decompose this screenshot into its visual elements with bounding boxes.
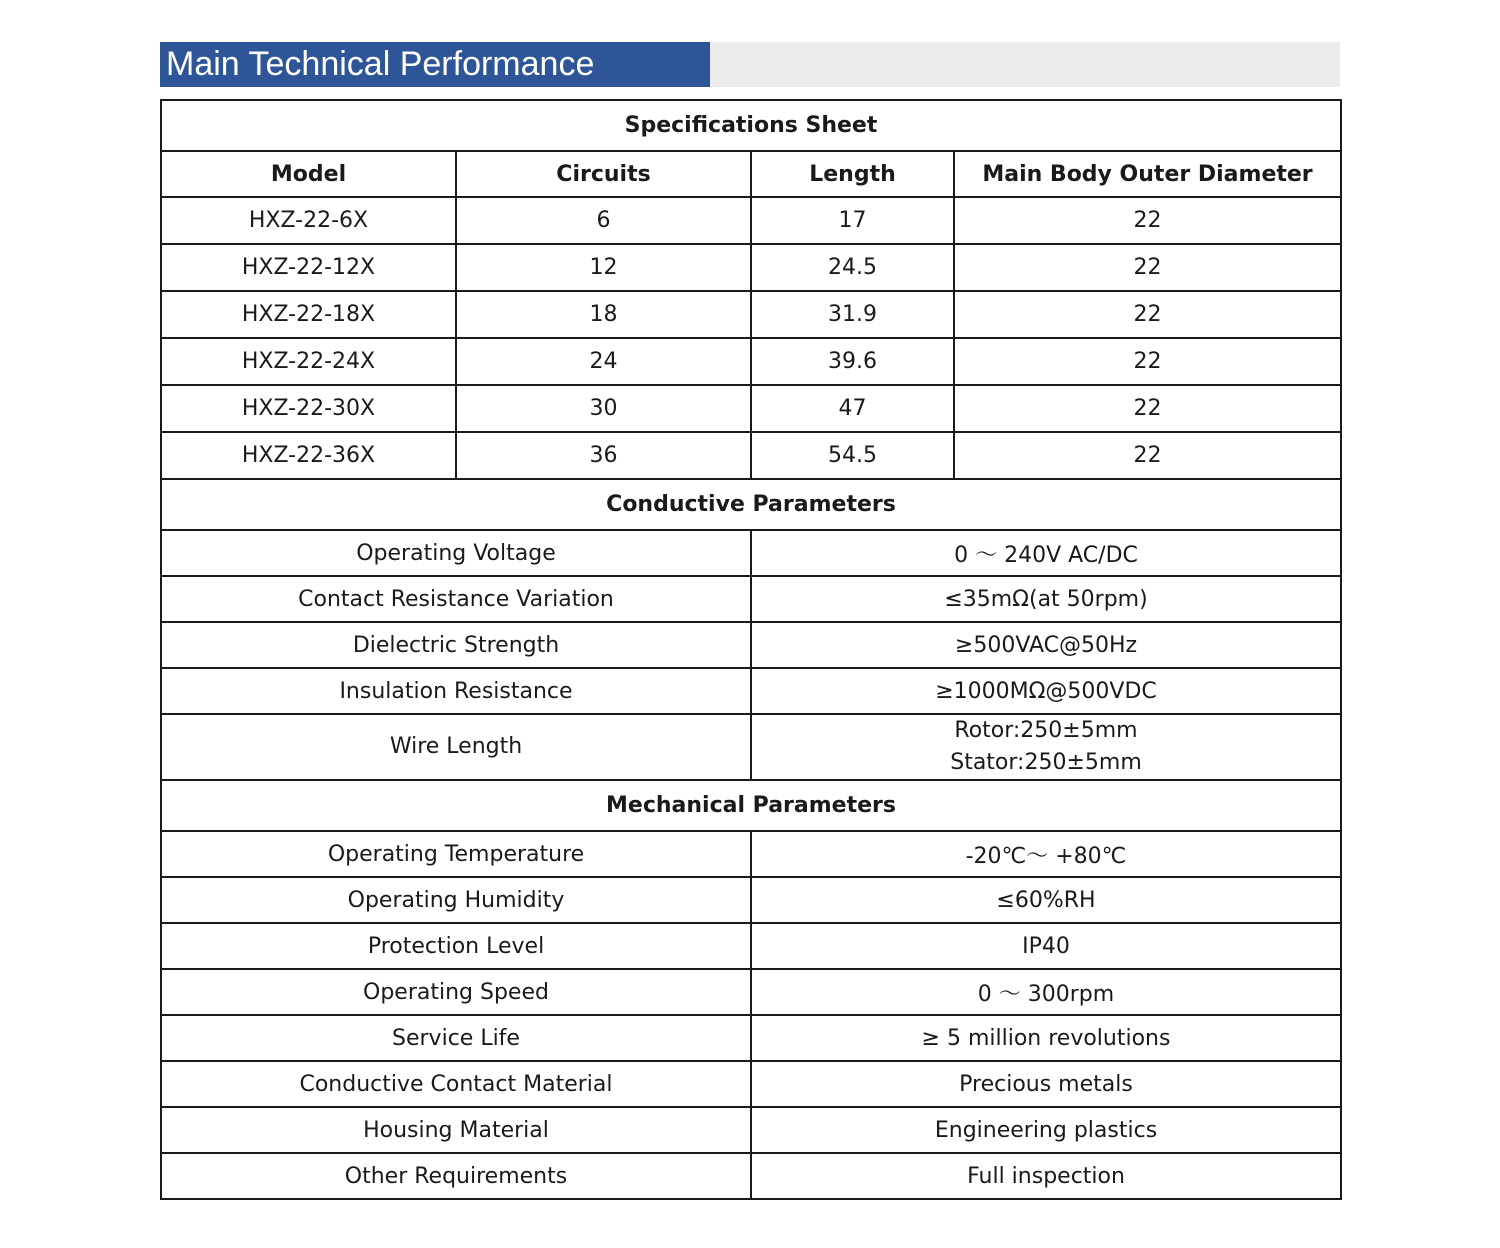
length-cell: 39.6 bbox=[751, 338, 954, 385]
param-value: ≥ 5 million revolutions bbox=[751, 1015, 1341, 1061]
length-cell: 24.5 bbox=[751, 244, 954, 291]
param-label: Service Life bbox=[161, 1015, 751, 1061]
column-header: Main Body Outer Diameter bbox=[954, 151, 1341, 197]
param-label: Operating Temperature bbox=[161, 831, 751, 877]
table-row bbox=[161, 197, 1341, 244]
param-row bbox=[161, 923, 1341, 969]
param-value: IP40 bbox=[751, 923, 1341, 969]
conductive-section-title: Conductive Parameters bbox=[161, 479, 1341, 530]
param-value: -20℃～ +80℃ bbox=[751, 831, 1341, 877]
param-row bbox=[161, 969, 1341, 1015]
circuits-cell: 6 bbox=[456, 197, 751, 244]
conductive-title-row bbox=[161, 479, 1341, 530]
section-banner bbox=[160, 42, 1340, 87]
param-row bbox=[161, 1061, 1341, 1107]
param-row bbox=[161, 877, 1341, 923]
param-label: Operating Voltage bbox=[161, 530, 751, 576]
length-cell: 54.5 bbox=[751, 432, 954, 479]
diameter-cell: 22 bbox=[954, 385, 1341, 432]
param-value: ≥500VAC@50Hz bbox=[751, 622, 1341, 668]
specifications-table bbox=[160, 99, 1342, 1200]
param-value: Engineering plastics bbox=[751, 1107, 1341, 1153]
mechanical-title-row bbox=[161, 780, 1341, 831]
param-label: Operating Humidity bbox=[161, 877, 751, 923]
table-row bbox=[161, 338, 1341, 385]
param-value: ≤35mΩ(at 50rpm) bbox=[751, 576, 1341, 622]
circuits-cell: 12 bbox=[456, 244, 751, 291]
stator-wire-length: Stator:250±5mm bbox=[950, 750, 1142, 775]
param-row bbox=[161, 622, 1341, 668]
param-value: Precious metals bbox=[751, 1061, 1341, 1107]
diameter-cell: 22 bbox=[954, 244, 1341, 291]
model-cell: HXZ-22-12X bbox=[161, 244, 456, 291]
table-row bbox=[161, 385, 1341, 432]
model-cell: HXZ-22-18X bbox=[161, 291, 456, 338]
diameter-cell: 22 bbox=[954, 432, 1341, 479]
param-value: ≥1000MΩ@500VDC bbox=[751, 668, 1341, 714]
length-cell: 17 bbox=[751, 197, 954, 244]
column-header: Model bbox=[161, 151, 456, 197]
param-row bbox=[161, 1015, 1341, 1061]
param-row bbox=[161, 1107, 1341, 1153]
specs-title-row bbox=[161, 100, 1341, 151]
param-value: 0 ～ 300rpm bbox=[751, 969, 1341, 1015]
param-row bbox=[161, 831, 1341, 877]
diameter-cell: 22 bbox=[954, 197, 1341, 244]
param-value: Full inspection bbox=[751, 1153, 1341, 1199]
column-header: Circuits bbox=[456, 151, 751, 197]
diameter-cell: 22 bbox=[954, 338, 1341, 385]
length-cell: 31.9 bbox=[751, 291, 954, 338]
model-cell: HXZ-22-6X bbox=[161, 197, 456, 244]
param-label: Other Requirements bbox=[161, 1153, 751, 1199]
table-row bbox=[161, 244, 1341, 291]
length-cell: 47 bbox=[751, 385, 954, 432]
mechanical-section-title: Mechanical Parameters bbox=[161, 780, 1341, 831]
param-row bbox=[161, 714, 1341, 780]
header-row bbox=[161, 151, 1341, 197]
diameter-cell: 22 bbox=[954, 291, 1341, 338]
param-label: Contact Resistance Variation bbox=[161, 576, 751, 622]
model-cell: HXZ-22-24X bbox=[161, 338, 456, 385]
param-label: Housing Material bbox=[161, 1107, 751, 1153]
param-row bbox=[161, 576, 1341, 622]
param-value: ≤60%RH bbox=[751, 877, 1341, 923]
specs-title: Specifications Sheet bbox=[161, 100, 1341, 151]
param-row bbox=[161, 668, 1341, 714]
column-header: Length bbox=[751, 151, 954, 197]
model-cell: HXZ-22-30X bbox=[161, 385, 456, 432]
param-value bbox=[751, 714, 1341, 780]
circuits-cell: 24 bbox=[456, 338, 751, 385]
table-row bbox=[161, 432, 1341, 479]
section-title: Main Technical Performance bbox=[160, 42, 710, 87]
param-label: Conductive Contact Material bbox=[161, 1061, 751, 1107]
param-label: Wire Length bbox=[161, 714, 751, 780]
circuits-cell: 30 bbox=[456, 385, 751, 432]
param-label: Operating Speed bbox=[161, 969, 751, 1015]
circuits-cell: 36 bbox=[456, 432, 751, 479]
param-row bbox=[161, 1153, 1341, 1199]
rotor-wire-length: Rotor:250±5mm bbox=[954, 718, 1138, 743]
param-value: 0 ～ 240V AC/DC bbox=[751, 530, 1341, 576]
param-label: Insulation Resistance bbox=[161, 668, 751, 714]
param-label: Protection Level bbox=[161, 923, 751, 969]
model-cell: HXZ-22-36X bbox=[161, 432, 456, 479]
param-row bbox=[161, 530, 1341, 576]
param-label: Dielectric Strength bbox=[161, 622, 751, 668]
table-row bbox=[161, 291, 1341, 338]
circuits-cell: 18 bbox=[456, 291, 751, 338]
